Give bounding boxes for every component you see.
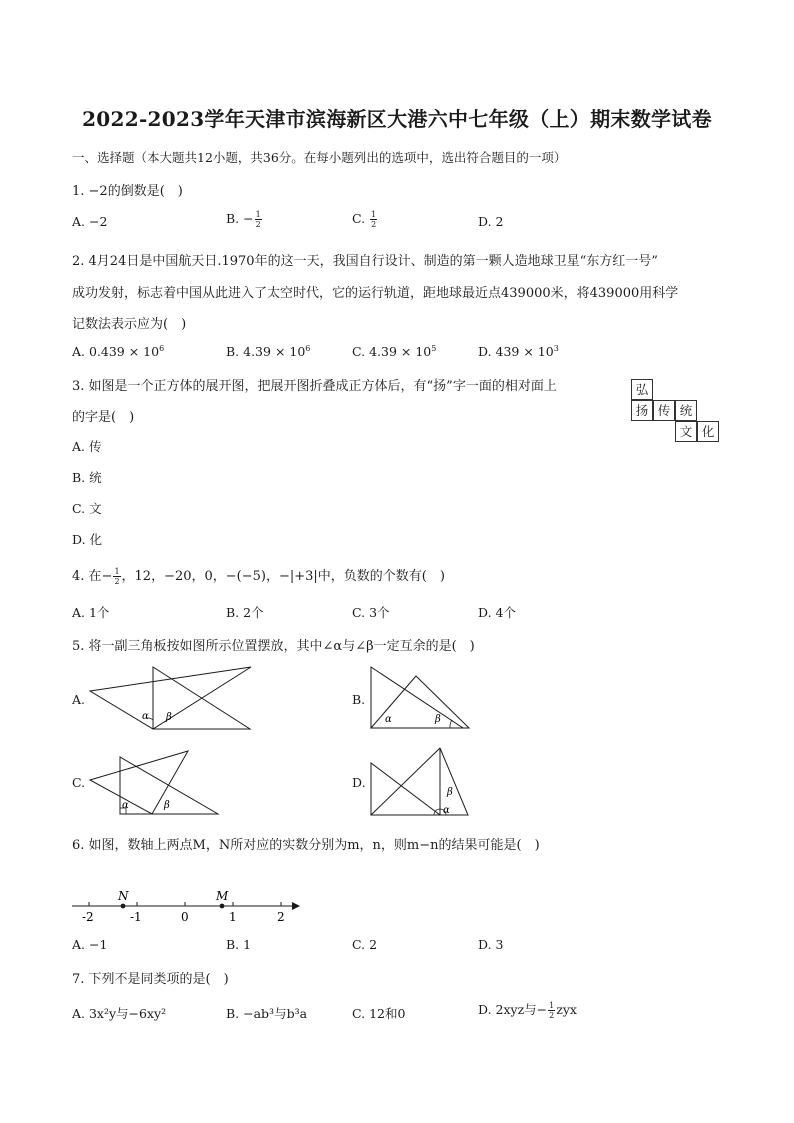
q6-option-c: C. 2 xyxy=(352,937,378,952)
q3-option-b: B. 统 xyxy=(72,470,102,485)
q7-option-c: C. 12和0 xyxy=(352,1006,406,1021)
q6-option-a: A. −1 xyxy=(72,937,108,952)
q2-option-b: B. $4.39 \times 10^6$ xyxy=(226,344,311,360)
q3-option-d: D. 化 xyxy=(72,532,103,547)
q2-option-c: C. $4.39 \times 10^5$ xyxy=(352,344,437,360)
question-2-line-2: 成功发射，标志着中国从此进入了太空时代，它的运行轨道，距地球最近点439000米，将439000用科学 xyxy=(72,286,679,301)
q2-option-d: D. $439 \times 10^3$ xyxy=(478,344,559,360)
question-5-stem: 5. 将一副三角板按如图所示位置摆放，其中∠α与∠β一定互余的是( ) xyxy=(72,639,475,654)
point-m-label: M xyxy=(216,889,229,903)
question-1-stem: 1. −2的倒数是( ) xyxy=(72,184,183,199)
q3-option-c: C. 文 xyxy=(72,501,102,516)
question-2-line-3: 记数法表示应为( ) xyxy=(72,317,187,332)
net-cell-wen: 文 xyxy=(675,421,697,442)
q3-option-a: A. 传 xyxy=(72,439,102,454)
q5-option-b-label: B. xyxy=(352,692,366,707)
point-n xyxy=(121,904,126,909)
alpha-label: α xyxy=(142,711,149,722)
page-title: 2022-2023学年天津市滨海新区大港六中七年级（上）期末数学试卷 xyxy=(82,107,712,131)
section-heading: 一、选择题（本大题共12小题，共36分。在每小题列出的选项中，选出符合题目的一项） xyxy=(72,150,567,165)
q1-option-b: B. − $\frac{1}{2}$ xyxy=(226,210,261,229)
arrow-head-icon xyxy=(292,902,300,910)
q5-figure-c xyxy=(88,746,223,818)
q2-option-a: A. $0.439 \times 10^6$ xyxy=(72,344,165,360)
q5-option-a-label: A. xyxy=(72,692,86,707)
alpha-label: α xyxy=(385,714,392,725)
q1-option-a: A. −2 xyxy=(72,214,108,229)
beta-label: β xyxy=(166,712,172,723)
net-cell-hong: 弘 xyxy=(631,379,653,400)
q5-figure-d xyxy=(368,745,474,820)
alpha-label: α xyxy=(443,805,450,816)
net-cell-chuan: 传 xyxy=(653,400,675,421)
q6-option-d: D. 3 xyxy=(478,937,504,952)
tick-label: 1 xyxy=(229,910,237,924)
q5-option-d-label: D. xyxy=(352,775,366,790)
tick-label: -2 xyxy=(82,910,94,924)
q6-option-b: B. 1 xyxy=(226,937,252,952)
q4-option-c: C. 3个 xyxy=(352,605,390,620)
net-cell-tong: 统 xyxy=(675,400,697,421)
question-7-stem: 7. 下列不是同类项的是( ) xyxy=(72,972,229,987)
beta-label: β xyxy=(447,787,453,798)
net-cell-hua: 化 xyxy=(697,421,719,442)
beta-label: β xyxy=(164,800,170,811)
q1-option-d: D. 2 xyxy=(478,214,504,229)
q5-option-c-label: C. xyxy=(72,775,86,790)
q7-option-a: A. 3x²y与−6xy² xyxy=(72,1006,167,1021)
alpha-label: α xyxy=(122,800,129,811)
q4-option-a: A. 1个 xyxy=(72,605,110,620)
q7-option-d: D. 2xyz与− $\frac{1}{2}$ zyx xyxy=(478,1001,577,1020)
q4-option-b: B. 2个 xyxy=(226,605,264,620)
question-4-stem: 4. 在− $\frac{1}{2}$ ，12，−20，0，−(−5)，−|+3|中，负数的个数有( ) xyxy=(72,567,445,586)
point-n-label: N xyxy=(118,889,129,903)
point-m xyxy=(220,904,225,909)
q5-figure-b xyxy=(368,664,474,732)
q5-figure-a xyxy=(88,662,258,734)
question-3-line-2: 的字是( ) xyxy=(72,410,135,425)
q7-option-b: B. −ab³与b³a xyxy=(226,1006,308,1021)
q4-option-d: D. 4个 xyxy=(478,605,516,620)
tick-label: -1 xyxy=(130,910,142,924)
net-cell-yang: 扬 xyxy=(631,400,653,421)
tick-label: 2 xyxy=(277,910,285,924)
q1-option-c: C. $\frac{1}{2}$ xyxy=(352,210,377,229)
beta-label: β xyxy=(435,714,441,725)
tick-label: 0 xyxy=(181,910,189,924)
question-6-stem: 6. 如图，数轴上两点M，N所对应的实数分别为m，n，则m−n的结果可能是( ) xyxy=(72,838,540,853)
question-3-line-1: 3. 如图是一个正方体的展开图，把展开图折叠成正方体后，有“扬”字一面的相对面上 xyxy=(72,379,557,394)
question-2-line-1: 2. 4月24日是中国航天日.1970年的这一天，我国自行设计、制造的第一颗人造地球卫星“东方红一号” xyxy=(72,254,658,269)
number-line xyxy=(68,882,308,926)
